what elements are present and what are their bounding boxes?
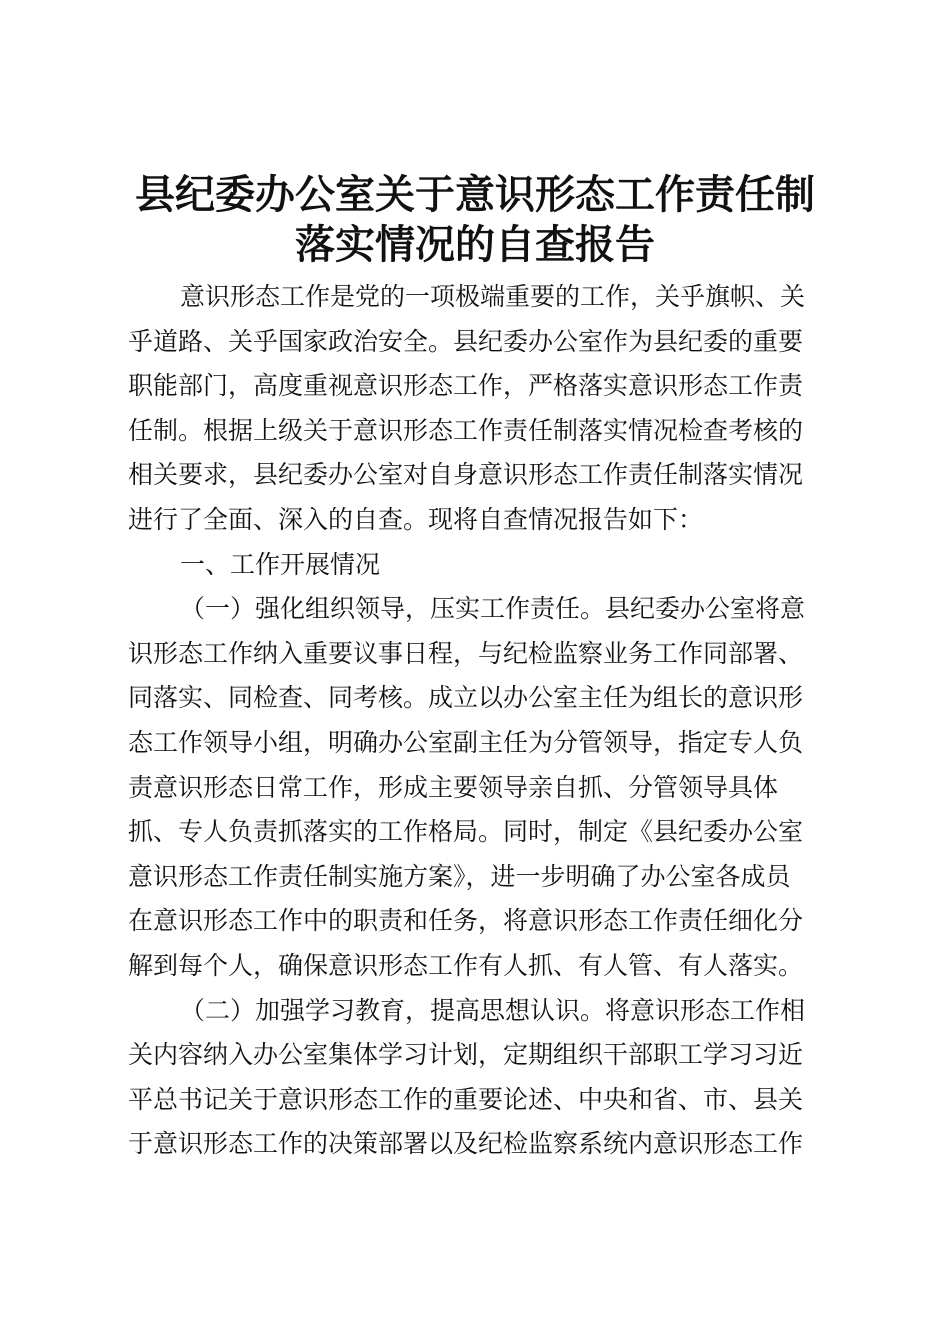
document-body xyxy=(128,275,828,1167)
body-line: 抓、专人负责抓落实的工作格局。同时，制定《县纪委办公室 xyxy=(128,817,804,847)
section-heading: 一、工作开展情况 xyxy=(180,549,381,579)
body-line: 在意识形态工作中的职责和任务，将意识形态工作责任细化分 xyxy=(128,906,804,936)
body-line: 意识形态工作责任制实施方案》，进一步明确了办公室各成员 xyxy=(128,861,791,891)
body-line: 识形态工作纳入重要议事日程，与纪检监察业务工作同部署、 xyxy=(128,638,804,668)
body-line: 职能部门，高度重视意识形态工作，严格落实意识形态工作责 xyxy=(128,371,804,401)
title-line-2: 落实情况的自查报告 xyxy=(295,222,655,268)
body-line: （二）加强学习教育，提高思想认识。将意识形态工作相 xyxy=(180,995,806,1025)
body-line: 关内容纳入办公室集体学习计划，定期组织干部职工学习习近 xyxy=(128,1040,804,1070)
body-line: 相关要求，县纪委办公室对自身意识形态工作责任制落实情况 xyxy=(128,460,804,490)
body-line: 进行了全面、深入的自查。现将自查情况报告如下： xyxy=(128,504,704,534)
body-line: 任制。根据上级关于意识形态工作责任制落实情况检查考核的 xyxy=(128,415,804,445)
body-line: 解到每个人，确保意识形态工作有人抓、有人管、有人落实。 xyxy=(128,950,804,980)
body-line: 同落实、同检查、同考核。成立以办公室主任为组长的意识形 xyxy=(128,683,804,713)
body-line: （一）强化组织领导，压实工作责任。县纪委办公室将意 xyxy=(180,594,806,624)
body-line: 意识形态工作是党的一项极端重要的工作，关乎旗帜、关 xyxy=(180,282,806,311)
body-line: 责意识形态日常工作，形成主要领导亲自抓、分管领导具体 xyxy=(128,772,779,802)
body-line: 乎道路、关乎国家政治安全。县纪委办公室作为县纪委的重要 xyxy=(128,326,804,356)
document-title xyxy=(110,170,840,270)
body-line: 平总书记关于意识形态工作的重要论述、中央和省、市、县关 xyxy=(128,1084,804,1114)
body-line: 于意识形态工作的决策部署以及纪检监察系统内意识形态工作 xyxy=(128,1129,804,1159)
body-line: 态工作领导小组，明确办公室副主任为分管领导，指定专人负 xyxy=(128,727,804,757)
title-line-1: 县纪委办公室关于意识形态工作责任制 xyxy=(135,172,815,218)
